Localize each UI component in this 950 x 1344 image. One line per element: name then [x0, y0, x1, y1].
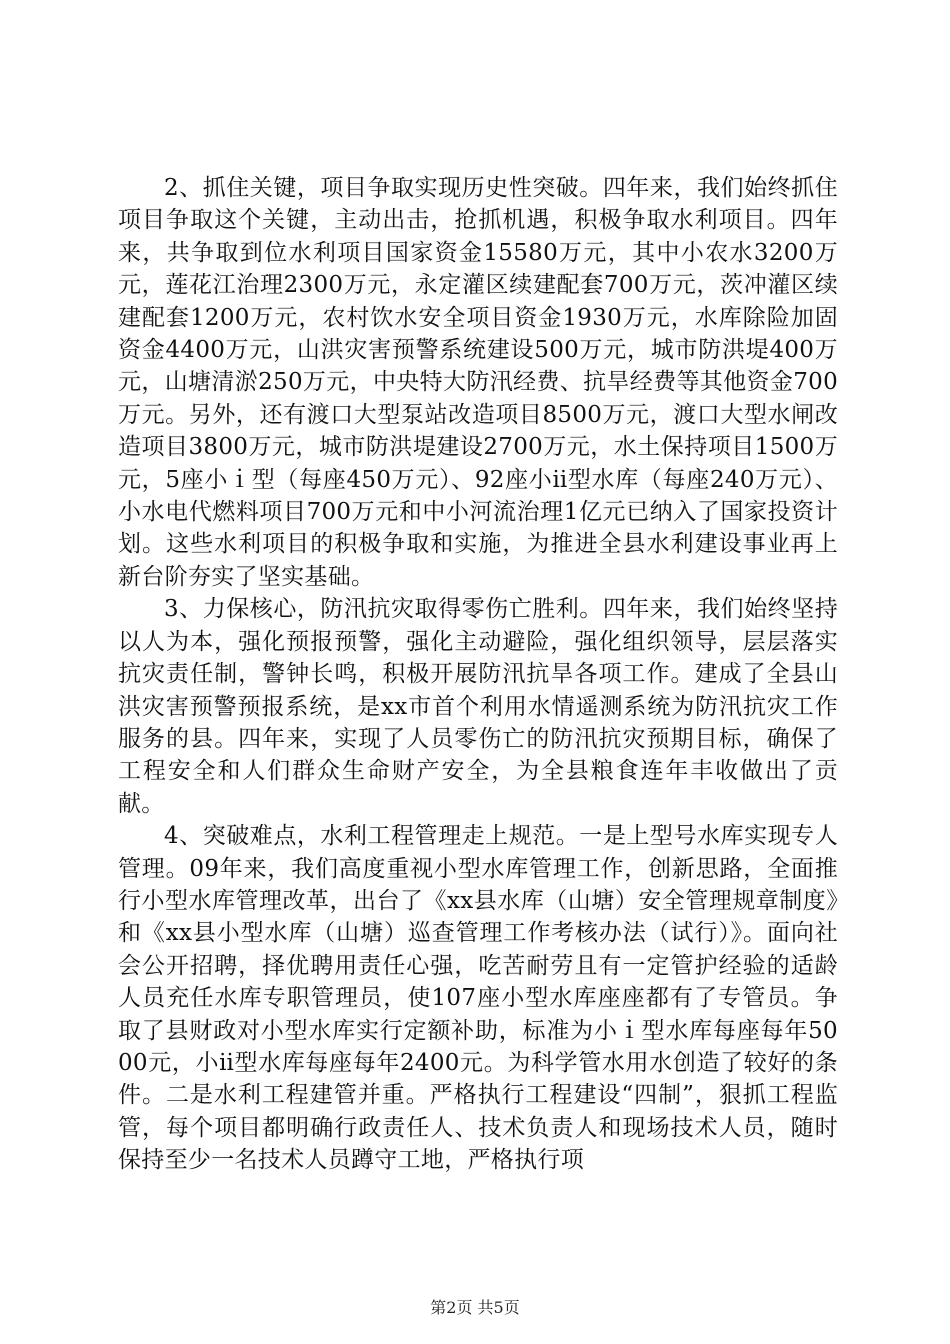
- paragraph-flood-control: 3、力保核心，防汛抗灾取得零伤亡胜利。四年来，我们始终坚持以人为本，强化预报预警，强化主动避险，强化组织领导，层层落实抗灾责任制，警钟长鸣，积极开展防汛抗旱各项工作。建成了全县山洪灾害预警预报系统，是xx市首个利用水情遥测系统为防汛抗灾工作服务的县。四年来，实现了人员零伤亡的防汛抗灾预期目标，确保了工程安全和人们群众生命财产安全，为全县粮食连年丰收做出了贡献。: [118, 596, 838, 817]
- paragraph-project-funding: 2、抓住关键，项目争取实现历史性突破。四年来，我们始终抓住项目争取这个关键，主动出击，抢抓机遇，积极争取水利项目。四年来，共争取到位水利项目国家资金15580万元，其中小农水3200万元，莲花江治理2300万元，永定灌区续建配套700万元，茨冲灌区续建配套1200万元，农村饮水安全项目资金1930万元，水库除险加固资金4400万元，山洪灾害预警系统建设500万元，城市防洪堤400万元，山塘清淤250万元，中央特大防汛经费、抗旱经费等其他资金700万元。另外，还有渡口大型泵站改造项目8500万元，渡口大型水闸改造项目3800万元，城市防洪堤建设2700万元，水土保持项目1500万元，5座小ｉ型（每座450万元）、92座小ⅱ型水库（每座240万元）、小水电代燃料项目700万元和中小河流治理1亿元已纳入了国家投资计划。这些水利项目的积极争取和实施，为推进全县水利建设事业再上新台阶夯实了坚实基础。: [118, 175, 838, 590]
- page-footer: 第2页 共5页: [430, 1298, 520, 1317]
- document-body: [118, 172, 838, 1177]
- paragraph-project-management: 4、突破难点，水利工程管理走上规范。一是上型号水库实现专人管理。09年来，我们高度重视小型水库管理工作，创新思路，全面推行小型水库管理改革，出台了《xx县水库（山塘）安全管理规章制度》和《xx县小型水库（山塘）巡查管理工作考核办法（试行）》。面向社会公开招聘，择优聘用责任心强，吃苦耐劳且有一定管护经验的适龄人员充任水库专职管理员，使107座小型水库座座都有了专管员。争取了县财政对小型水库实行定额补助，标准为小ｉ型水库每座每年5000元，小ⅱ型水库每座每年2400元。为科学管水用水创造了较好的条件。二是水利工程建管并重。严格执行工程建设“四制”，狠抓工程监管，每个项目都明确行政责任人、技术负责人和现场技术人员，随时保持至少一名技术人员蹲守工地，严格执行项: [118, 823, 838, 1174]
